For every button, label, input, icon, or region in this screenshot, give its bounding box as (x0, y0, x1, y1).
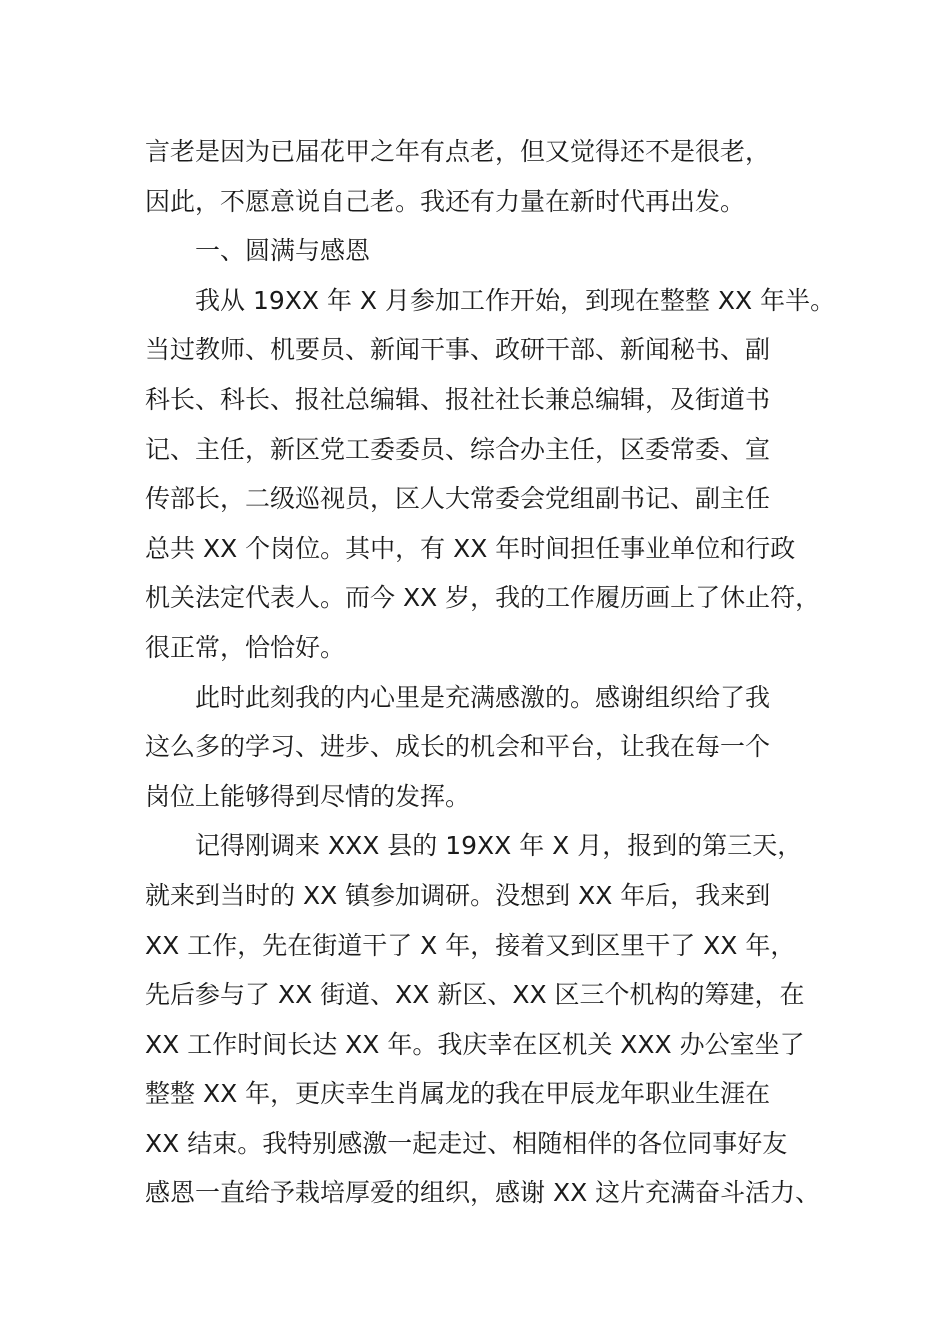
text-line: 这么多的学习、进步、成长的机会和平台，让我在每一个 (145, 732, 771, 762)
text-line: 言老是因为已届花甲之年有点老，但又觉得还不是很老， (145, 137, 771, 166)
text-line: 当过教师、机要员、新闻干事、政研干部、新闻秘书、副 (145, 335, 771, 365)
text-line: 因此，不愿意说自己老。我还有力量在新时代再出发。 (145, 186, 746, 216)
text-line: 总共 XX 个岗位。其中，有 XX 年时间担任事业单位和行政 (145, 533, 796, 563)
text-line: XX 工作时间长达 XX 年。我庆幸在区机关 XXX 办公室坐了 (145, 1029, 805, 1059)
text-line: 科长、科长、报社总编辑、报社社长兼总编辑，及街道书 (145, 384, 771, 414)
text-line: 我从 19XX 年 X 月参加工作开始，到现在整整 XX 年半。 (195, 285, 836, 315)
text-line: 记得刚调来 XXX 县的 19XX 年 X 月，报到的第三天， (195, 831, 803, 861)
text-line: 就来到当时的 XX 镇参加调研。没想到 XX 年后，我来到 (145, 880, 771, 910)
text-line: 记、主任，新区党工委委员、综合办主任，区委常委、宣 (145, 434, 771, 464)
text-line: 先后参与了 XX 街道、XX 新区、XX 区三个机构的筹建，在 (145, 980, 805, 1010)
text-line: XX 结束。我特别感激一起走过、相随相伴的各位同事好友 (145, 1128, 788, 1158)
body-text (145, 127, 845, 1218)
text-line: 传部长，二级巡视员，区人大常委会党组副书记、副主任 (145, 484, 771, 514)
text-line: 感恩一直给予栽培厚爱的组织，感谢 XX 这片充满奋斗活力、 (145, 1178, 821, 1208)
text-line: XX 工作，先在街道干了 X 年，接着又到区里干了 XX 年， (145, 930, 796, 960)
text-line: 很正常，恰恰好。 (145, 632, 346, 662)
text-line: 整整 XX 年，更庆幸生肖属龙的我在甲辰龙年职业生涯在 (145, 1079, 771, 1109)
text-line: 岗位上能够得到尽情的发挥。 (145, 781, 471, 811)
text-line: 机关法定代表人。而今 XX 岁，我的工作履历画上了休止符， (145, 583, 821, 613)
section-heading: 一、圆满与感恩 (195, 236, 371, 266)
text-line: 此时此刻我的内心里是充满感激的。感谢组织给了我 (195, 682, 771, 712)
